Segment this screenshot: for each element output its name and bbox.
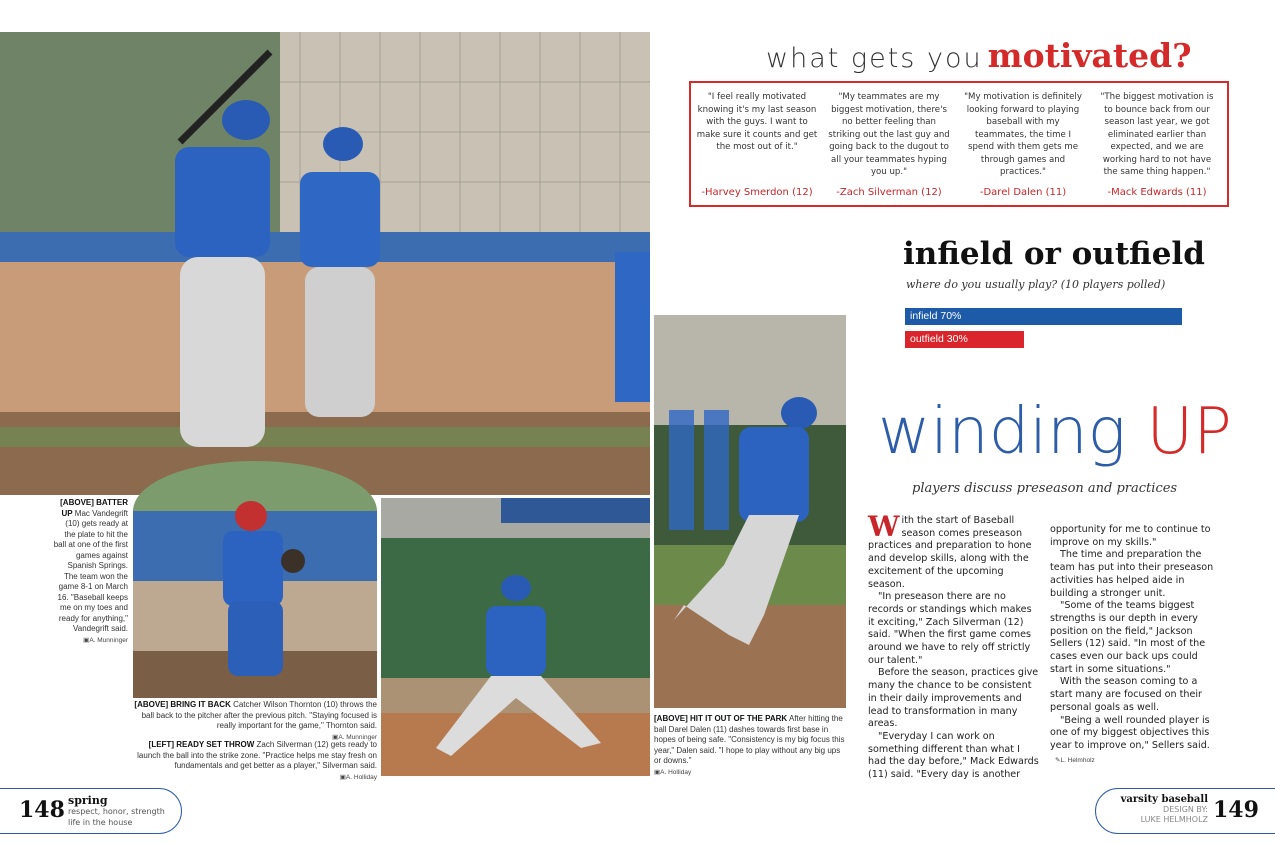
batter-photo (0, 32, 650, 495)
camera-icon: ▣ (339, 773, 346, 781)
headline-red: UP (1146, 395, 1232, 469)
caption-text: Zach Silverman (12) gets ready to launch the ball into the strike zone. "Practice helps me stay fresh on fundamentals and get better as a player," Silverman said. (137, 740, 377, 770)
paragraph: opportunity for me to continue to improve on my skills." (1050, 524, 1211, 548)
quotes-box (689, 81, 1229, 207)
paragraph: "Being a well rounded player is one of my biggest objectives this year to improve on," Sellers said. (1050, 714, 1210, 751)
quote-name: -Darel Dalen (11) (979, 187, 1067, 198)
camera-icon: ▣ (654, 768, 661, 776)
story-headline (878, 392, 1232, 472)
caption-lead: [ABOVE] BATTER UP (60, 498, 128, 518)
pitcher-caption (133, 740, 377, 783)
poll-question: where do you usually play? (10 players polled) (906, 278, 1166, 291)
caption-text: After hitting the ball Darel Dalen (11) dashes towards first base in hopes of being safe. "Consistency is my big focus this year," Dalen said. "I hope to play without any big ups or downs." (654, 714, 845, 765)
camera-icon: ▣ (332, 733, 339, 741)
poll-bar-infield: infield 70% (905, 308, 1182, 325)
paragraph: "In preseason there are no records or standings which makes it exciting," Zach Silverman (12) said. "When the first game comes around we have to rely off strictly our talent." (868, 591, 1032, 666)
headline-blue: winding (878, 395, 1127, 469)
footer-motto: respect, honor, strength (68, 807, 165, 816)
footer-section: spring (68, 794, 108, 807)
paragraph: ith the start of Baseball season comes preseason practices and preparation to hone and develop skills, along with the excitement of the upcoming season. (868, 515, 1032, 590)
poll-bar-outfield: outfield 30% (905, 331, 1024, 348)
pen-icon: ✎ (1055, 757, 1061, 764)
paragraph: Before the season, practices give many the chance to be consistent in their daily improvements and lead to transformation in many areas. (868, 667, 1039, 730)
caption-text: Mac Vandegrift (10) gets ready at the plate to hit the ball at one of the first games against Spanish Springs. The team won the game 8-1 on March 16. "Baseball keeps me on my toes and ready for anything," Vandegrift said. (53, 508, 128, 633)
drop-cap: W (868, 510, 900, 543)
byline-name: L. Helmholz (1060, 757, 1095, 764)
quote-text: "The biggest motivation is to bounce back from our season last year, we got eliminated earlier than expected, and we are working hard to not have the same thing happen." (1100, 92, 1214, 177)
paragraph: The time and preparation the team has put into their preseason activities has helped aide in building a stronger unit. (1050, 549, 1214, 599)
paragraph: "Some of the teams biggest strengths is our depth in every position on the field," Jackson Sellers (12) said. "In most of the cases even our back ups could start in some situations." (1050, 600, 1206, 675)
footer-section: varsity baseball (1120, 794, 1208, 805)
photo-credit: A. Munninger (89, 636, 128, 644)
story-column-1 (868, 510, 1040, 782)
story-subhead: players discuss preseason and practices (912, 481, 1178, 496)
design-label: DESIGN BY: (1163, 805, 1208, 814)
motivated-headline (766, 36, 1192, 75)
caption-lead: [LEFT] READY SET THROW (148, 740, 255, 749)
paragraph: With the season coming to a start many are focused on their personal goals as well. (1050, 676, 1202, 713)
designer-name: LUKE HELMHOLZ (1140, 815, 1208, 824)
headline-light: what gets you (766, 43, 983, 74)
paragraph: "Everyday I can work on something different than what I had the day before," Mack Edwards (11) said. "Every day is another (868, 730, 1039, 781)
quote-name: -Harvey Smerdon (12) (701, 187, 813, 198)
quote-name: -Zach Silverman (12) (836, 187, 942, 198)
footer-right-text (1100, 795, 1208, 825)
footer-tagline: life in the house (68, 818, 133, 827)
quote-text: "My teammates are my biggest motivation, there's no better feeling than striking out the last guy and going back to the dugout to all your teammates hyping you up." (828, 92, 950, 177)
caption-text: Catcher Wilson Thornton (10) throws the ball back to the pitcher after the previous pitch. "Staying focused is really important for the game," Thornton said. (141, 700, 377, 730)
photo-credit: A. Holliday (345, 773, 377, 781)
photo-credit: A. Holliday (660, 768, 692, 776)
caption-lead: [ABOVE] HIT IT OUT OF THE PARK (654, 714, 788, 723)
runner-photo (654, 315, 846, 708)
story-column-2 (1050, 524, 1222, 753)
footer-left-text (68, 795, 165, 828)
page-number-left: 148 (19, 797, 65, 823)
poll-title: infield or outfield (903, 236, 1205, 272)
runner-caption (654, 714, 846, 778)
camera-icon: ▣ (83, 636, 90, 644)
headline-bold: motivated? (987, 36, 1192, 75)
catcher-caption (133, 700, 377, 743)
quote-text: "I feel really motivated knowing it's my last season with the guys. I want to make sure it counts and get the most out of it." (696, 92, 818, 152)
story-byline (1055, 756, 1095, 764)
page-number-right: 149 (1213, 797, 1259, 823)
quote-text: "My motivation is definitely looking forward to playing baseball with my teammates, the time I spend with them gets me through games and practices." (964, 92, 1082, 177)
catcher-photo (133, 461, 377, 698)
pitcher-photo (381, 498, 650, 776)
batter-caption (52, 498, 128, 646)
photo-credit: A. Munninger (338, 733, 377, 741)
quote-name: -Mack Edwards (11) (1107, 187, 1207, 198)
caption-lead: [ABOVE] BRING IT BACK (134, 700, 231, 709)
